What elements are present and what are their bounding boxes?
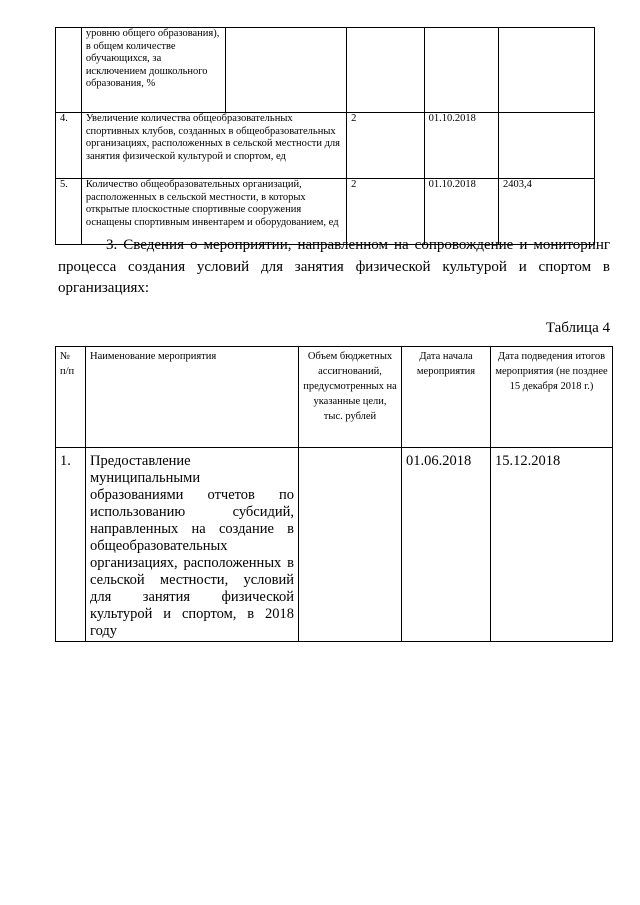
header-number: № п/п bbox=[56, 347, 86, 448]
indicators-table bbox=[55, 27, 595, 245]
indicator-value bbox=[347, 28, 424, 113]
section-paragraph: 3. Сведения о мероприятии, направленном на сопровождение и мониторинг процесса создания условий для занятия физической культурой и спортом в организациях: bbox=[58, 237, 610, 296]
header-start-date: Дата начала мероприятия bbox=[402, 347, 491, 448]
table-row bbox=[56, 448, 613, 642]
table-4 bbox=[55, 346, 613, 642]
activity-start-date: 01.06.2018 bbox=[402, 448, 491, 642]
row-number: 1. bbox=[56, 448, 86, 642]
row-number bbox=[56, 28, 82, 113]
activity-name: Предоставление муниципальными образованиями отчетов по использованию субсидий, направленных на создание в общеобразовательных организациях, расположенных в сельской местности, условий для занятия физической культурой и спортом, в 2018 году bbox=[86, 448, 299, 642]
indicator-description-extra bbox=[226, 28, 347, 113]
indicator-description: Количество общеобразовательных организаций, расположенных в сельской местности, в которых открытые плоскостные спортивные сооружения оснащены спортивным инвентарем и оборудованием, ед bbox=[81, 179, 346, 245]
activity-end-date: 15.12.2018 bbox=[491, 448, 613, 642]
indicator-value: 2 bbox=[347, 179, 424, 245]
row-number: 4. bbox=[56, 113, 82, 179]
table-row bbox=[56, 28, 595, 113]
row-number: 5. bbox=[56, 179, 82, 245]
indicator-date: 01.10.2018 bbox=[424, 179, 498, 245]
indicator-description: Увеличение количества общеобразовательных спортивных клубов, созданных в общеобразовательных организациях, расположенных в сельской местности для занятия физической культурой и спортом, ед bbox=[81, 113, 346, 179]
table-header-row bbox=[56, 347, 613, 448]
header-name: Наименование мероприятия bbox=[86, 347, 299, 448]
activity-budget bbox=[299, 448, 402, 642]
table-caption: Таблица 4 bbox=[545, 320, 610, 336]
indicator-extra: 2403,4 bbox=[498, 179, 594, 245]
indicator-date: 01.10.2018 bbox=[424, 113, 498, 179]
indicator-extra bbox=[498, 113, 594, 179]
indicator-extra bbox=[498, 28, 594, 113]
header-budget: Объем бюджетных ассигнований, предусмотренных на указанные цели, тыс. рублей bbox=[299, 347, 402, 448]
indicator-date bbox=[424, 28, 498, 113]
table-row bbox=[56, 113, 595, 179]
indicator-value: 2 bbox=[347, 113, 424, 179]
indicator-description: уровню общего образования), в общем количестве обучающихся, за исключением дошкольного образования, % bbox=[81, 28, 226, 113]
header-end-date: Дата подведения итогов мероприятия (не позднее 15 декабря 2018 г.) bbox=[491, 347, 613, 448]
